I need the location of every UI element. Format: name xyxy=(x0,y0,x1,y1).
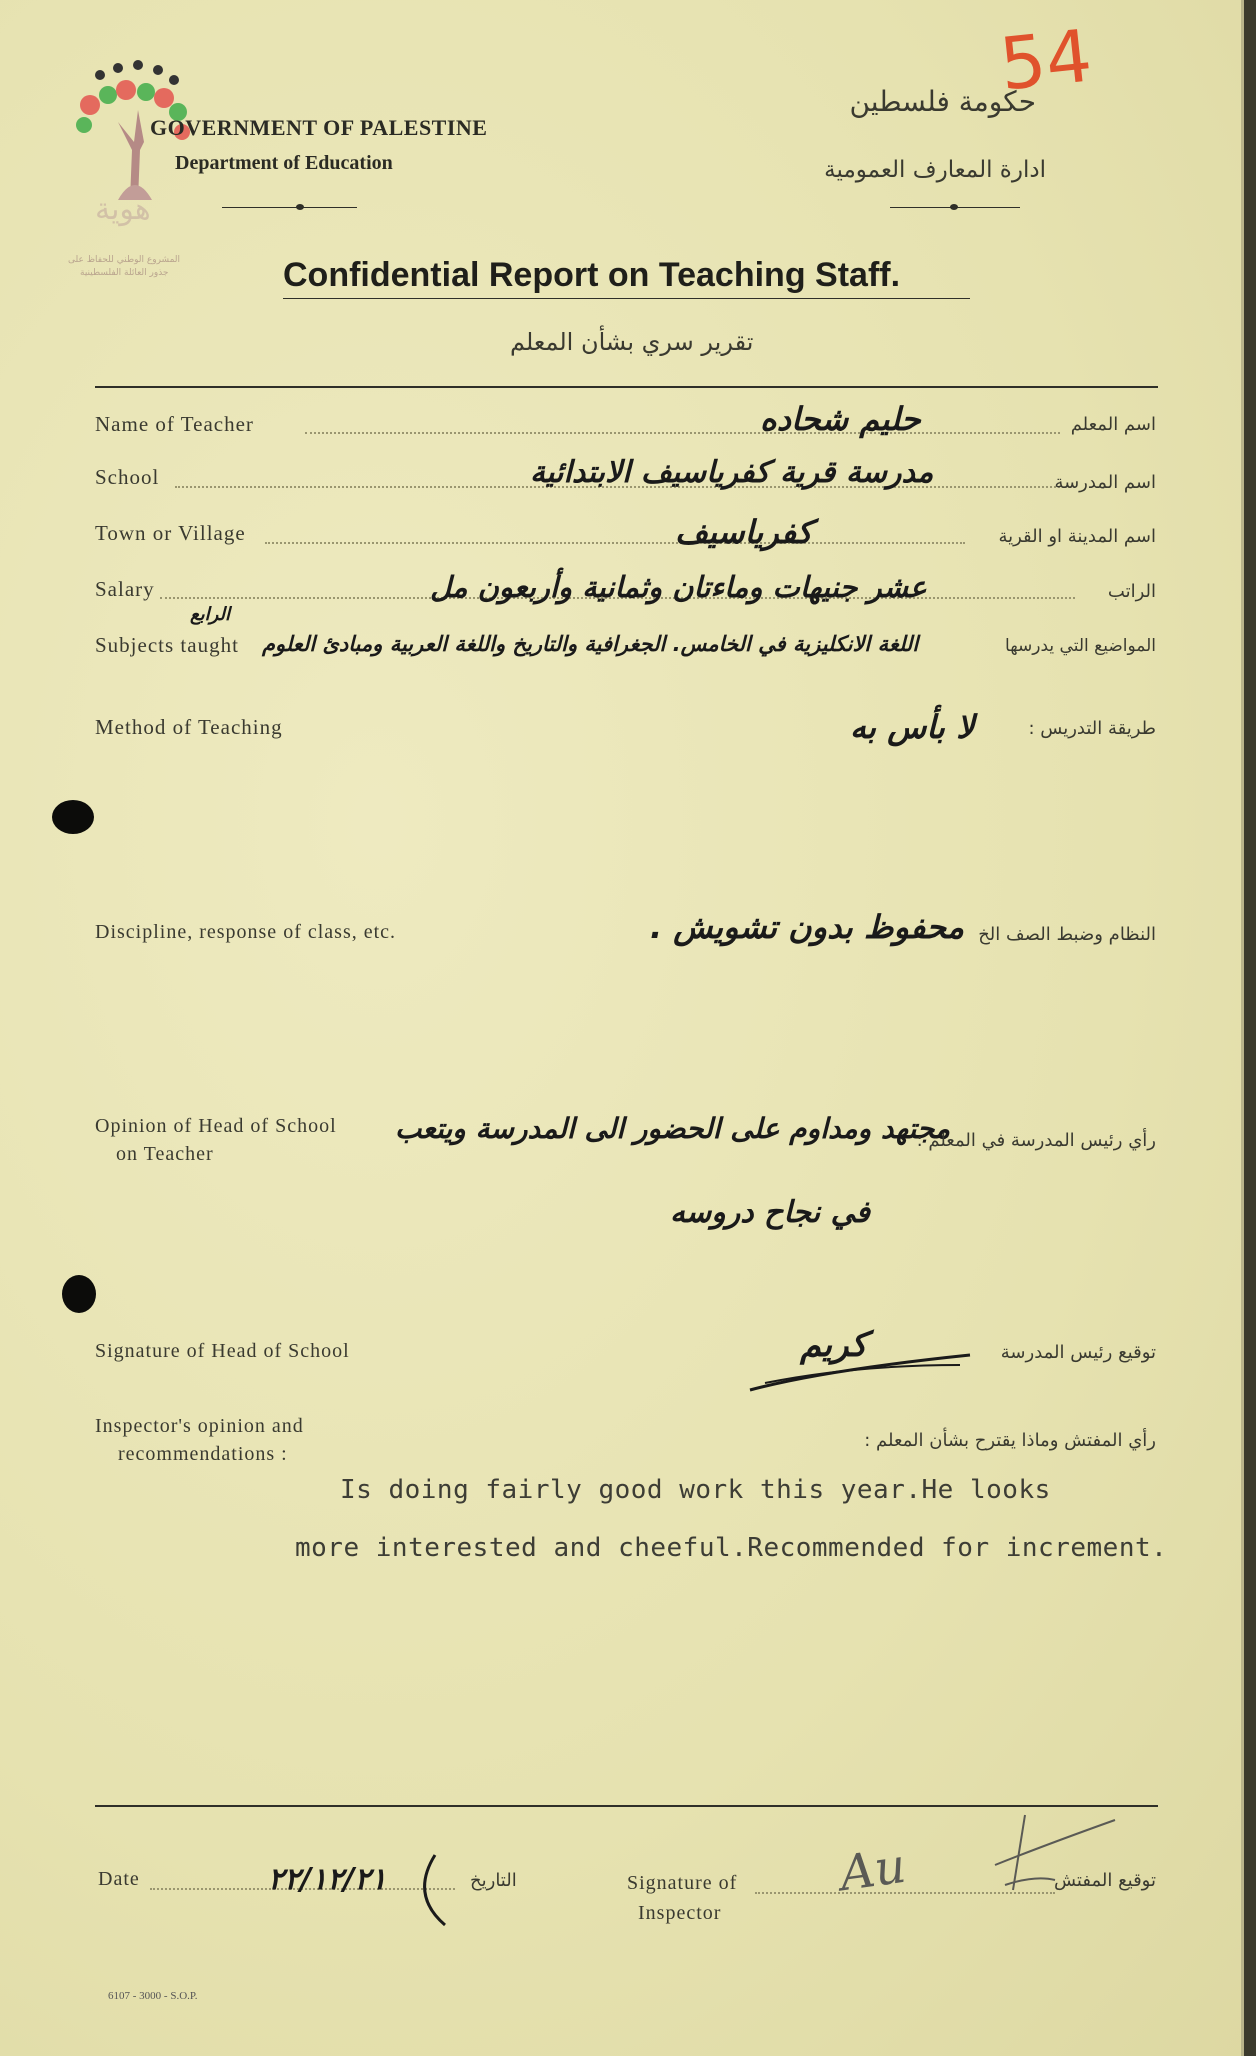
report-title-ar: تقرير سري بشأن المعلم xyxy=(510,328,754,356)
divider-dot xyxy=(296,204,304,210)
opinion-head-value-2: في نجاح دروسه xyxy=(670,1195,871,1230)
punch-hole xyxy=(62,1275,96,1313)
discipline-label: Discipline, response of class, etc. xyxy=(95,921,397,943)
title-underline xyxy=(283,298,970,299)
punch-hole xyxy=(52,800,94,834)
watermark-subtitle: المشروع الوطني للحفاظ على xyxy=(68,255,181,265)
salary-value: عشر جنيهات وماءتان وثمانية وأربعون مل xyxy=(430,570,927,604)
department-heading: Department of Education xyxy=(175,152,393,174)
report-title: Confidential Report on Teaching Staff. xyxy=(283,256,901,294)
method-value: لا بأس به xyxy=(850,708,975,746)
signature-head-stroke xyxy=(745,1315,975,1395)
subjects-value: اللغة الانكليزية في الخامس. الجغرافية والتاريخ واللغة العربية ومبادئ العلوم xyxy=(262,632,919,656)
date-bracket-stroke xyxy=(405,1850,455,1930)
signature-inspector-label-ar: توقيع المفتش xyxy=(1053,1870,1156,1891)
signature-head-label: Signature of Head of School xyxy=(95,1340,350,1362)
signature-head-value: كريم xyxy=(800,1325,868,1365)
subjects-label: Subjects taught xyxy=(95,633,239,657)
header-divider-left xyxy=(222,207,357,208)
salary-label-ar: الراتب xyxy=(1107,581,1156,602)
school-value: مدرسة قرية كفرياسيف الابتدائية xyxy=(530,455,934,490)
opinion-head-value: مجتهد ومداوم على الحضور الى المدرسة ويتعب xyxy=(395,1112,951,1145)
watermark-subtitle-2: جذور العائلة الفلسطينية xyxy=(80,268,169,278)
school-label: School xyxy=(95,465,160,489)
inspector-label-ar: رأي المفتش وماذا يقترح بشأن المعلم : xyxy=(864,1430,1156,1451)
top-rule xyxy=(95,386,1158,388)
name-label-ar: اسم المعلم xyxy=(1070,414,1156,435)
town-label: Town or Village xyxy=(95,521,246,545)
opinion-head-label: Opinion of Head of School xyxy=(95,1115,337,1137)
town-value: كفرياسيف xyxy=(675,513,813,551)
page-number: 54 xyxy=(995,13,1096,107)
dotted-line xyxy=(265,542,965,544)
scan-edge xyxy=(1244,0,1256,2056)
scan-edge-shadow xyxy=(1241,0,1244,2056)
date-label: Date xyxy=(98,1868,140,1890)
subjects-note: الرابع xyxy=(190,604,231,625)
inspector-label-2: recommendations : xyxy=(118,1443,288,1465)
department-heading-ar: ادارة المعارف العمومية xyxy=(824,157,1046,183)
inspector-label: Inspector's opinion and xyxy=(95,1415,304,1437)
discipline-label-ar: النظام وضبط الصف الخ xyxy=(978,924,1156,945)
name-value: حليم شحاده xyxy=(760,400,921,438)
method-label-ar: طريقة التدريس : xyxy=(1028,718,1156,739)
print-code: 6107 - 3000 - S.O.P. xyxy=(108,1990,198,2002)
signature-inspector-label: Signature of xyxy=(627,1872,738,1894)
signature-inspector-value: Au xyxy=(836,1837,910,1903)
opinion-head-label-ar: رأي رئيس المدرسة في المعلم : xyxy=(916,1130,1156,1151)
date-value: ٢٢/١٢/٢١ xyxy=(268,1862,387,1897)
inspector-opinion-line-1: Is doing fairly good work this year.He looks xyxy=(340,1475,1051,1505)
name-label: Name of Teacher xyxy=(95,412,254,436)
signature-inspector-label-2: Inspector xyxy=(638,1902,722,1924)
watermark-title: هوية xyxy=(95,192,151,227)
opinion-head-label-2: on Teacher xyxy=(116,1143,214,1165)
signature-head-label-ar: توقيع رئيس المدرسة xyxy=(1000,1342,1156,1363)
school-label-ar: اسم المدرسة xyxy=(1054,472,1156,493)
salary-label: Salary xyxy=(95,577,155,601)
inspector-opinion-line-2: more interested and cheeful.Recommended for increment. xyxy=(295,1533,1168,1563)
date-label-ar: التاريخ xyxy=(470,1870,517,1891)
divider-dot xyxy=(950,204,958,210)
town-label-ar: اسم المدينة او القرية xyxy=(998,526,1156,547)
discipline-value: محفوظ بدون تشويش . xyxy=(650,908,965,946)
government-heading-ar: حكومة فلسطين xyxy=(849,85,1036,118)
subjects-label-ar: المواضيع التي يدرسها xyxy=(1005,636,1156,656)
government-heading: GOVERNMENT OF PALESTINE xyxy=(150,115,488,140)
dotted-line xyxy=(305,432,1060,434)
method-label: Method of Teaching xyxy=(95,715,283,739)
